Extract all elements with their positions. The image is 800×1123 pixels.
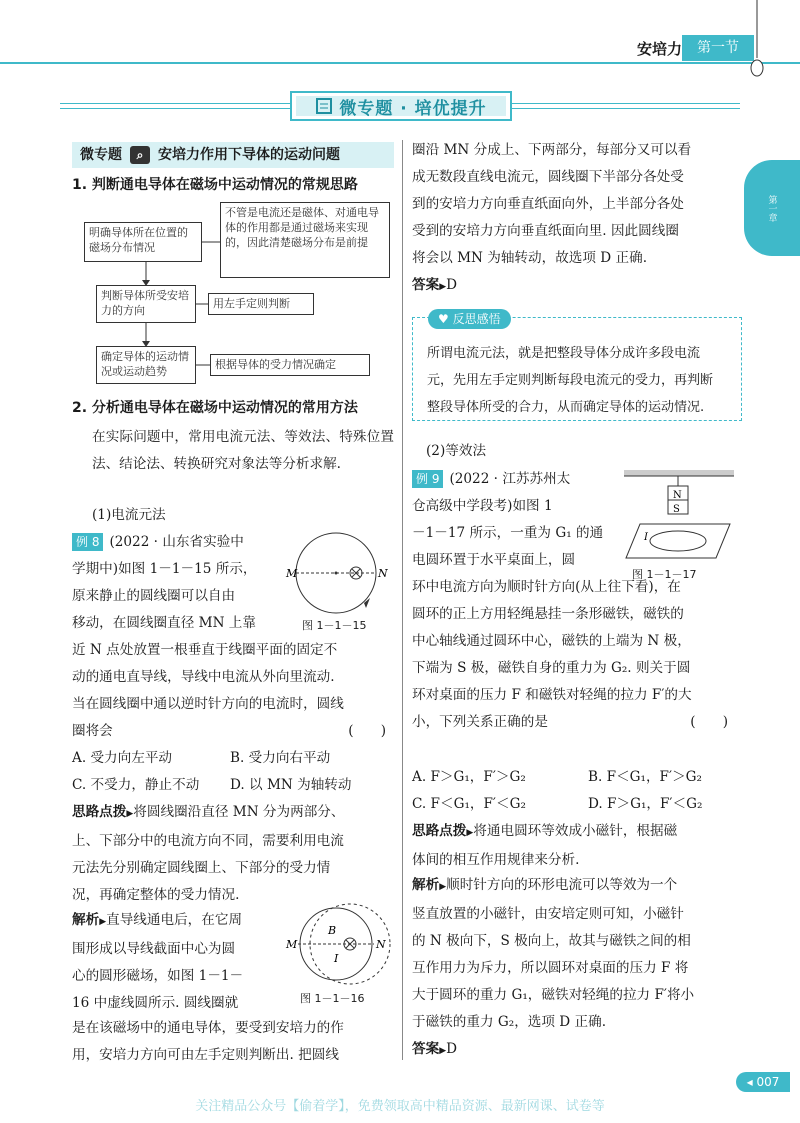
reflection-line: 整段导体所受的合力，从而确定导体的运动情况.	[427, 400, 705, 415]
solution-line: 圈沿 MN 分成上、下两部分，每部分又可以看	[412, 142, 692, 158]
solution-line: 的 N 极向下，S 极向上，故其与磁铁之间的相	[412, 933, 691, 949]
solution-line: 直导线通电后，在它周	[106, 912, 243, 928]
topic-bar	[72, 142, 394, 168]
method-1-label: (1)电流元法	[92, 507, 166, 523]
flow-note-1: 不管是电流还是磁体、对通电导体的作用都是通过磁场来实现的，因此清楚磁场分布是前提	[220, 202, 390, 278]
solution-line: 成无数段直线电流元，圆线圈下半部分各处受	[412, 169, 684, 185]
footer-note: 关注精品公众号【偷着学】，免费领取高中精品资源、最新网课、试卷等	[195, 1099, 605, 1114]
ex8-option-d[interactable]: D. 以 MN 为轴转动	[230, 777, 352, 793]
hint-label: 思路点拨	[412, 823, 467, 839]
solution-label: 解析	[412, 877, 440, 893]
flow-box-2: 判断导体所受安培力的方向	[96, 285, 196, 323]
s1-heading: 1. 判断通电导体在磁场中运动情况的常规思路	[72, 177, 358, 193]
flow-note-2: 用左手定则判断	[208, 293, 314, 315]
ex9-line: (2022 · 江苏苏州太	[449, 471, 571, 487]
ex8-solution-cont	[72, 1015, 394, 1069]
solution-line: 将会以 MN 为轴转动，故选项 D 正确.	[412, 250, 648, 266]
ex9-line: 圆环的正上方用轻绳悬挂一条形磁铁，磁铁的	[412, 606, 684, 622]
ex8-option-b[interactable]: B. 受力向右平动	[230, 750, 331, 766]
solution-line: 用，安培力方向可由左手定则判断出. 把圆线	[72, 1047, 339, 1063]
solution-line: 大于圆环的重力 G₁，磁铁对轻绳的拉力 F′将小	[412, 987, 695, 1003]
solution-line: 16 中虚线圆所示. 圆线圈就	[72, 995, 239, 1011]
ex9-line: 中心轴线通过圆环中心，磁铁的上端为 N 极，	[412, 633, 691, 649]
ex8-options	[72, 745, 394, 799]
reflection-line: 元，先用左手定则判断每段电流元的受力，再判断	[427, 373, 714, 388]
ex9-solution	[412, 872, 742, 1065]
label-N: N	[376, 938, 386, 951]
reflection-line: 所谓电流元法，就是把整段导体分成许多段电流	[427, 346, 701, 361]
ex9-options	[412, 764, 742, 818]
ex9-line: 仓高级中学段考)如图 1	[412, 498, 553, 514]
ex8-body	[72, 637, 394, 745]
hint-line: 况，再确定整体的受力情况.	[72, 887, 240, 903]
header-rule	[0, 62, 800, 64]
ex8-line: 动的通电直导线，导线中电流从外向里流动.	[72, 669, 335, 685]
reflection-tag	[428, 309, 511, 329]
fig16-caption: 图 1－1－16	[300, 992, 365, 1005]
label-M: M	[286, 567, 298, 580]
triangle-icon: ▶	[439, 1046, 447, 1056]
heart-icon: ♥	[438, 312, 453, 326]
flow-box-1: 明确导体所在位置的磁场分布情况	[84, 222, 202, 262]
triangle-icon: ▶	[126, 809, 134, 819]
triangle-icon: ▶	[466, 828, 474, 838]
reflection-tag-label: 反思感悟	[452, 312, 501, 326]
ex8-hint	[72, 799, 394, 909]
fig15-caption: 图 1－1－15	[302, 619, 367, 632]
figure-1-1-17	[620, 470, 740, 566]
ex9-body	[412, 574, 742, 736]
ex8-line: 学期中)如图 1－1－15 所示，	[72, 561, 257, 577]
hint-line: 上、下部分中的电流方向不同，需要利用电流	[72, 833, 344, 849]
chapter-side-tab[interactable]: 第一章	[744, 160, 800, 256]
search-icon: ⌕	[130, 146, 150, 164]
flow-box-3: 确定导体的运动情况或运动趋势	[96, 346, 196, 384]
ex8-line: (2022 · 山东省实验中	[109, 534, 244, 550]
ex8-option-c[interactable]: C. 不受力，静止不动	[72, 777, 200, 793]
label-B: B	[328, 924, 337, 937]
ex9-option-b[interactable]: B. F＜G₁，F′＞G₂	[588, 769, 702, 785]
lightbulb-icon	[742, 0, 772, 82]
magnet-n-label: N	[673, 490, 682, 501]
ex9-line: 小，下列关系正确的是	[412, 714, 548, 730]
solution-line: 受到的安培力方向垂直纸面向里. 因此圆线圈	[412, 223, 679, 239]
solution-label: 解析	[72, 912, 100, 928]
ex9-line: 电圆环置于水平桌面上，圆	[412, 552, 576, 568]
triangle-icon: ▶	[439, 882, 447, 892]
ex8-answer-paren: ( )	[348, 723, 386, 739]
label-I: I	[334, 952, 339, 965]
notebook-icon	[315, 97, 333, 115]
topic-label: 微专题	[80, 147, 122, 163]
method-2-label: (2)等效法	[426, 443, 487, 459]
ex9-intro	[412, 466, 622, 574]
answer-value: D	[446, 277, 458, 293]
triangle-icon: ▶	[439, 282, 447, 292]
hint-line: 将通电圆环等效成小磁针，根据磁	[473, 823, 678, 839]
ex9-line: 环对桌面的压力 F 和磁铁对轻绳的拉力 F′的大	[412, 687, 692, 703]
topic-title: 安培力作用下导体的运动问题	[158, 147, 340, 163]
flow-note-3: 根据导体的受力情况确定	[210, 354, 370, 376]
answer-label: 答案	[412, 1041, 440, 1057]
flowchart-connectors	[80, 200, 400, 390]
column-divider	[402, 140, 403, 1060]
solution-line: 到的安培力方向垂直纸面向外，上半部分各处	[412, 196, 684, 212]
solution-line: 于磁铁的重力 G₂，选项 D 正确.	[412, 1014, 607, 1030]
triangle-icon: ▶	[99, 917, 107, 927]
ex9-answer-paren: ( )	[690, 714, 728, 730]
solution-line: 心的圆形磁场，如图 1－1－	[72, 968, 244, 984]
answer-value: D	[446, 1041, 458, 1057]
solution-line: 是在该磁场中的通电导体，要受到安培力的作	[72, 1020, 344, 1036]
ex9-tag: 例 9	[412, 470, 443, 488]
page-arrow-icon: ◂	[746, 1075, 757, 1089]
ex8-line: 圈将会	[72, 723, 113, 739]
s2-heading: 2. 分析通电导体在磁场中运动情况的常用方法	[72, 400, 358, 416]
solution-line: 顺时针方向的环形电流可以等效为一个	[446, 877, 678, 893]
ex8-tag: 例 8	[72, 533, 103, 551]
ex9-line: 环中电流方向为顺时针方向(从上往下看)，在	[412, 579, 681, 595]
solution-line: 围形成以导线截面中心为圆	[72, 941, 236, 957]
ex9-line: 下端为 S 极，磁铁自身的重力为 G₂. 则关于圆	[412, 660, 691, 676]
label-M: M	[286, 938, 298, 951]
hint-line: 元法先分别确定圆线圈上、下部分的受力情	[72, 860, 331, 876]
ex8-intro	[72, 529, 287, 637]
reflection-box	[412, 317, 742, 421]
ex8-solution-right	[412, 137, 742, 301]
answer-label: 答案	[412, 277, 440, 293]
hint-line: 体间的相互作用规律来分析.	[412, 852, 580, 868]
ex8-option-a[interactable]: A. 受力向左平动	[72, 750, 173, 766]
s2-paragraph: 在实际问题中，常用电流元法、等效法、特殊位置法、结论法、转换研究对象法等分析求解.	[92, 429, 394, 472]
ex9-option-c[interactable]: C. F＜G₁，F′＜G₂	[412, 796, 526, 812]
ex8-line: 近 N 点处放置一根垂直于线圈平面的固定不	[72, 642, 338, 658]
ex8-line: 移动，在圆线圈直径 MN 上靠	[72, 615, 256, 631]
page-number-text: 007	[756, 1075, 780, 1089]
ex8-solution	[72, 907, 292, 1017]
ex8-line: 原来静止的圆线圈可以自由	[72, 588, 236, 604]
page-number	[736, 1072, 790, 1092]
section-banner	[290, 91, 512, 121]
fig17-caption: 图 1－1－17	[632, 568, 697, 581]
magnet-s-label: S	[673, 504, 680, 515]
chapter-title: 安培力	[636, 40, 682, 58]
label-I: I	[644, 532, 648, 543]
figure-1-1-15	[286, 528, 386, 628]
solution-line: 竖直放置的小磁针，由安培定则可知，小磁针	[412, 906, 684, 922]
banner-title: 微专题 · 培优提升	[339, 98, 487, 119]
ex9-line: －1－17 所示，一重为 G₁ 的通	[412, 525, 604, 541]
ex8-line: 当在圆线圈中通以逆时针方向的电流时，圆线	[72, 696, 344, 712]
hint-label: 思路点拨	[72, 804, 127, 820]
section-tab[interactable]: 第一节	[682, 35, 754, 61]
figure-1-1-16	[284, 898, 392, 992]
ex9-option-a[interactable]: A. F＞G₁，F′＞G₂	[412, 769, 526, 785]
ex9-option-d[interactable]: D. F＞G₁，F′＜G₂	[588, 796, 703, 812]
solution-line: 互作用力为斥力，所以圆环对桌面的压力 F 将	[412, 960, 689, 976]
label-N: N	[378, 567, 388, 580]
ex9-hint	[412, 818, 742, 874]
hint-line: 将圆线圈沿直径 MN 分为两部分、	[133, 804, 345, 820]
